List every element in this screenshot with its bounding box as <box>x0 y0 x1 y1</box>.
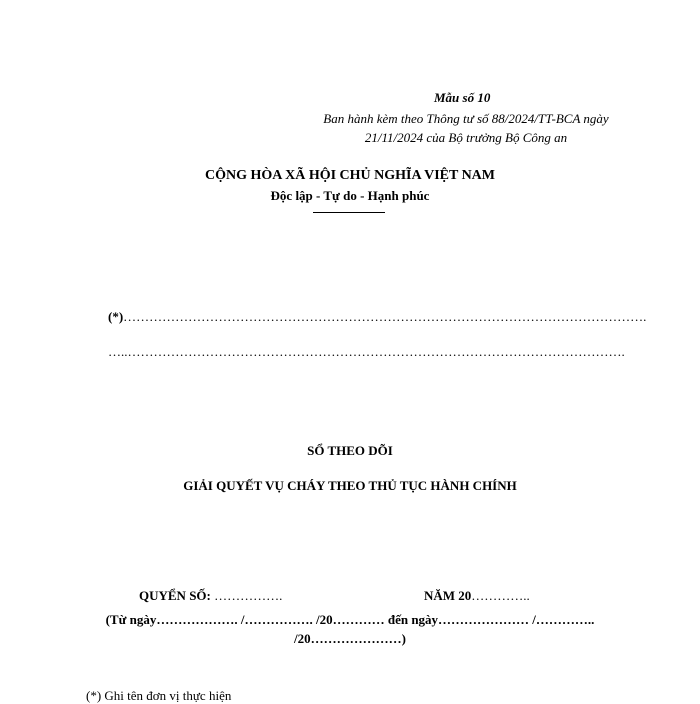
period-line-2: /20…………………) <box>294 631 406 646</box>
year-field <box>424 588 530 604</box>
volume-dots: ……………. <box>214 588 283 603</box>
footnote: (*) Ghi tên đơn vị thực hiện <box>86 688 232 703</box>
issuance-note: Ban hành kèm theo Thông tư số 88/2024/TT-BCA ngày 21/11/2024 của Bộ trưởng Bộ Công an <box>323 111 609 145</box>
period-line-1: (Từ ngày………………. /……………. /20………… đến ngày………………… /………….. <box>105 612 595 627</box>
motto-underline <box>313 212 385 213</box>
book-title: SỔ THEO DÕI <box>307 443 393 458</box>
national-heading: CỘNG HÒA XÃ HỘI CHỦ NGHĨA VIỆT NAM <box>204 168 495 183</box>
unit-name-line-2: …..……………………………………………………………………………………………………. <box>108 344 625 359</box>
year-label: NĂM 20 <box>424 588 472 603</box>
unit-dots-1: …………………………………………………………………………………………………………. <box>123 309 647 324</box>
volume-number <box>139 588 282 604</box>
form-number: Mẫu số 10 <box>434 90 491 105</box>
unit-name-line-1 <box>108 309 646 325</box>
book-subtitle: GIẢI QUYẾT VỤ CHÁY THEO THỦ TỤC HÀNH CHÍNH <box>183 478 517 493</box>
national-motto: Độc lập - Tự do - Hạnh phúc <box>270 188 430 203</box>
volume-label: QUYỂN SỐ: <box>139 588 211 603</box>
unit-marker: (*) <box>108 309 124 324</box>
year-dots: ………….. <box>471 588 530 603</box>
